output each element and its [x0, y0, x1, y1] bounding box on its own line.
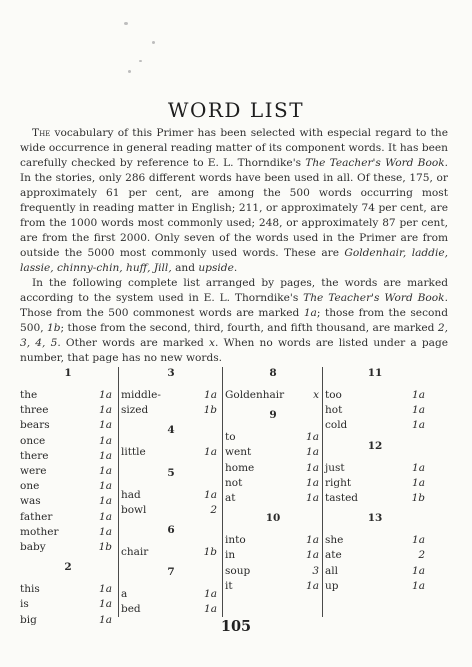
page-heading: 10	[265, 512, 281, 525]
scan-speck	[128, 70, 131, 73]
word-row	[119, 445, 223, 460]
word-row	[223, 461, 323, 476]
word: was	[20, 495, 41, 508]
frequency-code: 1a	[412, 461, 425, 474]
word: ate	[325, 549, 342, 562]
frequency-code: 1b	[203, 404, 217, 417]
word-row	[119, 488, 223, 503]
word-row	[223, 533, 323, 548]
word: little	[121, 446, 146, 459]
frequency-code: 1a	[99, 525, 112, 538]
frequency-code: 1a	[99, 389, 112, 401]
word: right	[325, 476, 352, 489]
scan-speck	[139, 60, 142, 62]
text-run: . In the stories, only 286 different words have been used in all. Of these, 175, or approximately 61 per cent, are among the 500 words occurring most frequently in reading matter in English; 211, or approximately 74 per cent, are from the 1000 words most commonly used; 248, or approximately 87 per cent, are from the first 2000. Only seven of the words used in the Primer are from outside the 5000 most commonly used words. These are	[20, 157, 448, 259]
word-row	[323, 388, 427, 403]
word: sized	[121, 404, 149, 417]
word-row	[223, 579, 323, 594]
word: this	[20, 583, 40, 596]
word-row	[223, 548, 323, 563]
intro-paragraph-1	[20, 126, 448, 276]
frequency-code: 1a	[412, 389, 425, 401]
word: all	[325, 564, 338, 577]
rare-word-last: upside	[198, 262, 234, 274]
page-heading: 11	[367, 367, 383, 379]
word-row	[18, 449, 118, 464]
word: were	[20, 465, 47, 477]
page-heading: 1	[64, 367, 72, 379]
word-row	[18, 479, 118, 494]
word: into	[225, 534, 246, 547]
word: one	[20, 480, 40, 493]
word: big	[20, 613, 37, 626]
word: to	[225, 431, 236, 444]
word-row	[223, 445, 323, 460]
text-run: In the following complete list arranged by pages, the words are marked according to the system used in E. L. Thorndike's	[20, 277, 448, 304]
book-title: The Teacher's Word Book	[305, 157, 445, 169]
word: there	[20, 449, 49, 462]
word: Goldenhair	[225, 389, 285, 401]
word: baby	[20, 541, 46, 553]
word-row	[323, 461, 427, 476]
word-row	[223, 476, 323, 491]
word-row	[119, 403, 223, 418]
text-run: vocabulary of this Primer has been selected with especial regard to the wide occurrence in general reading matter of its component words. It has been carefully checked by reference to E. L. Thorndike's	[20, 127, 448, 169]
word-row	[18, 582, 118, 597]
word: tasted	[325, 492, 359, 504]
word-row	[18, 494, 118, 509]
frequency-code: 1a	[204, 488, 217, 501]
frequency-code: 2	[210, 503, 217, 516]
word-row	[223, 430, 323, 445]
page-heading: 13	[367, 512, 383, 525]
word-row	[18, 525, 118, 540]
frequency-code: x	[313, 389, 319, 401]
frequency-code: 1a	[99, 495, 112, 508]
word-row	[119, 388, 223, 403]
book-title: The Teacher's Word Book	[303, 292, 445, 304]
word-row	[18, 388, 118, 403]
word: bears	[20, 419, 50, 432]
word-row	[119, 602, 223, 617]
scan-speck	[152, 41, 155, 44]
word: is	[20, 598, 29, 611]
frequency-code: 1a	[204, 389, 217, 401]
text-run: . Other words are marked	[57, 337, 210, 349]
page-heading: 4	[167, 424, 175, 437]
intro-paragraph-2	[20, 276, 448, 366]
word-row	[323, 548, 427, 563]
word-row	[119, 587, 223, 602]
frequency-code: 1a	[99, 465, 112, 477]
frequency-code: 1a	[99, 583, 112, 596]
word: had	[121, 488, 141, 501]
word-row	[18, 418, 118, 433]
frequency-code: 1a	[99, 510, 112, 523]
mark-code: 2, 3, 4, 5	[20, 322, 448, 349]
word-row	[223, 564, 323, 579]
word: father	[20, 510, 53, 523]
frequency-code: 1b	[203, 546, 217, 558]
word: hot	[325, 404, 343, 417]
word-column	[322, 367, 427, 617]
frequency-code: 1b	[411, 492, 425, 504]
page-heading: 2	[64, 561, 72, 574]
word-row	[18, 464, 118, 479]
word: bed	[121, 603, 141, 616]
word-column	[222, 367, 323, 617]
word: mother	[20, 525, 59, 538]
page-heading: 12	[367, 439, 383, 452]
mark-code: 1a	[303, 307, 317, 319]
word-row	[223, 388, 323, 403]
frequency-code: 1a	[412, 419, 425, 432]
frequency-code: 2	[418, 549, 425, 562]
word: home	[225, 461, 255, 474]
frequency-code: 3	[312, 564, 319, 577]
word-row	[18, 434, 118, 449]
word-row	[323, 533, 427, 548]
word: chair	[121, 546, 149, 558]
frequency-code: 1a	[99, 434, 112, 447]
page-heading: 9	[269, 409, 277, 422]
word-row	[18, 403, 118, 418]
page-title: WORD LIST	[167, 98, 305, 122]
word: just	[325, 461, 345, 474]
word-row	[323, 564, 427, 579]
word: cold	[325, 419, 348, 432]
word: middle-	[121, 389, 161, 401]
rare-words: Goldenhair, laddie, lassie, chinny-chin, huff, Jill,	[20, 247, 448, 274]
frequency-code: 1a	[412, 564, 425, 577]
frequency-code: 1a	[204, 446, 217, 459]
frequency-code: 1a	[204, 588, 217, 601]
frequency-code: 1a	[306, 534, 319, 547]
word: she	[325, 534, 344, 547]
frequency-code: 1a	[99, 449, 112, 462]
word-row	[18, 510, 118, 525]
frequency-code: 1a	[412, 579, 425, 592]
frequency-code: 1a	[412, 534, 425, 547]
text-run: ; those from the second, third, fourth, and fifth thousand, are marked	[60, 322, 438, 334]
frequency-code: 1a	[306, 492, 319, 504]
mark-code: x	[209, 337, 216, 349]
page-heading: 3	[167, 367, 175, 379]
word-row	[323, 491, 427, 506]
word-row	[323, 418, 427, 433]
frequency-code: 1a	[412, 476, 425, 489]
word: in	[225, 549, 236, 562]
frequency-code: 1a	[204, 603, 217, 616]
word: not	[225, 476, 243, 489]
word-column	[18, 367, 118, 626]
word-row	[18, 597, 118, 612]
text-run: .	[233, 262, 238, 274]
word: it	[225, 579, 233, 592]
frequency-code: 1a	[412, 404, 425, 417]
frequency-code: 1a	[306, 461, 319, 474]
word: too	[325, 389, 342, 401]
frequency-code: 1a	[306, 579, 319, 592]
scan-speck	[124, 22, 128, 25]
frequency-code: 1a	[99, 404, 112, 417]
frequency-code: 1a	[99, 480, 112, 493]
frequency-code: 1a	[306, 549, 319, 562]
word: up	[325, 579, 339, 592]
word-row	[223, 491, 323, 506]
page-number: 105	[220, 618, 252, 635]
frequency-code: 1a	[306, 446, 319, 459]
frequency-code: 1a	[306, 476, 319, 489]
frequency-code: 1a	[99, 419, 112, 432]
word: three	[20, 404, 49, 417]
text-run: . Those from the 500 commonest words are marked	[20, 292, 448, 319]
word: went	[225, 446, 252, 459]
word-row	[323, 579, 427, 594]
frequency-code: 1b	[98, 541, 112, 553]
word: a	[121, 588, 128, 601]
intro-text	[20, 126, 448, 366]
word: soup	[225, 564, 251, 577]
text-run: and	[171, 262, 199, 274]
page-heading: 8	[269, 367, 277, 379]
text-run: . When no words are listed under a page number, that page has no new words.	[20, 337, 449, 364]
text-run: ; those from the second 500,	[20, 307, 448, 334]
word-row	[323, 476, 427, 491]
page-heading: 5	[167, 466, 175, 479]
page-heading: 6	[167, 524, 175, 536]
word-column	[118, 367, 223, 617]
word-row	[119, 503, 223, 518]
page-heading: 7	[167, 566, 175, 579]
word: bowl	[121, 503, 147, 516]
word-row	[323, 403, 427, 418]
word: once	[20, 434, 46, 447]
word-row	[18, 540, 118, 555]
word: at	[225, 492, 236, 504]
frequency-code: 1a	[306, 431, 319, 444]
lead-word: The	[32, 127, 51, 139]
mark-code: 1b	[47, 322, 61, 334]
word-row	[119, 545, 223, 560]
frequency-code: 1a	[99, 598, 112, 611]
frequency-code: 1a	[99, 613, 112, 626]
word: the	[20, 389, 38, 401]
